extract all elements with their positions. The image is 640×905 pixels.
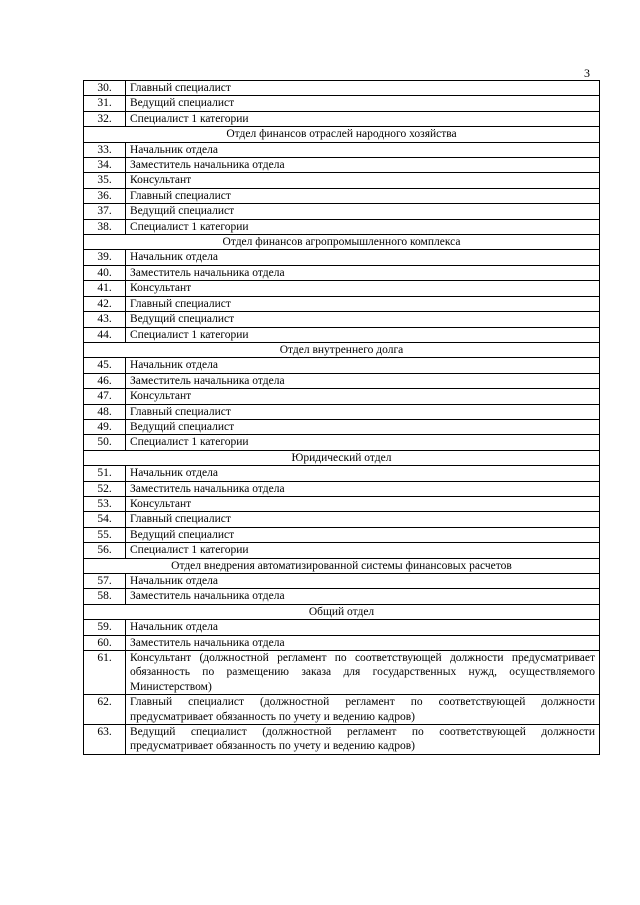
row-number: 50.: [84, 435, 126, 450]
position-title: Заместитель начальника отдела: [126, 265, 600, 280]
row-number: 58.: [84, 589, 126, 604]
table-row: [84, 589, 600, 604]
row-number: 54.: [84, 512, 126, 527]
row-number: 52.: [84, 481, 126, 496]
table-row: [84, 142, 600, 157]
row-number: 44.: [84, 327, 126, 342]
table-row: [84, 219, 600, 234]
row-number: 61.: [84, 651, 126, 695]
position-title: Заместитель начальника отдела: [126, 158, 600, 173]
position-title: Начальник отдела: [126, 466, 600, 481]
position-title: Главный специалист: [126, 81, 600, 96]
position-title: Консультант: [126, 281, 600, 296]
section-title: Общий отдел: [84, 604, 600, 619]
position-title: Ведущий специалист: [126, 312, 600, 327]
position-title: Специалист 1 категории: [126, 219, 600, 234]
table-row: [84, 635, 600, 650]
table-row: [84, 358, 600, 373]
table-row: [84, 574, 600, 589]
staff-positions-table: [83, 80, 600, 755]
position-title: Заместитель начальника отдела: [126, 589, 600, 604]
table-row: [84, 281, 600, 296]
row-number: 62.: [84, 695, 126, 725]
position-title: Специалист 1 категории: [126, 435, 600, 450]
position-title: Ведущий специалист: [126, 96, 600, 111]
position-title: Начальник отдела: [126, 574, 600, 589]
row-number: 37.: [84, 204, 126, 219]
row-number: 31.: [84, 96, 126, 111]
row-number: 35.: [84, 173, 126, 188]
table-row: [84, 725, 600, 755]
position-title: Начальник отдела: [126, 620, 600, 635]
table-row: [84, 158, 600, 173]
position-title: Консультант (должностной регламент по соответствующей должности предусматривает обязанность по размещению заказа для государственных нужд, осуществляемого Министерством): [126, 651, 600, 695]
position-title: Заместитель начальника отдела: [126, 635, 600, 650]
table-row: [84, 204, 600, 219]
row-number: 46.: [84, 373, 126, 388]
position-title: Главный специалист: [126, 512, 600, 527]
table-row: [84, 419, 600, 434]
table-row: [84, 389, 600, 404]
row-number: 57.: [84, 574, 126, 589]
position-title: Главный специалист: [126, 296, 600, 311]
table-row: [84, 173, 600, 188]
position-title: Заместитель начальника отдела: [126, 373, 600, 388]
position-title: Консультант: [126, 389, 600, 404]
row-number: 34.: [84, 158, 126, 173]
table-row: [84, 111, 600, 126]
row-number: 55.: [84, 527, 126, 542]
table-row: [84, 404, 600, 419]
position-title: Начальник отдела: [126, 142, 600, 157]
table-row: [84, 327, 600, 342]
row-number: 47.: [84, 389, 126, 404]
table-row: [84, 620, 600, 635]
row-number: 51.: [84, 466, 126, 481]
section-header-row: [84, 235, 600, 250]
row-number: 56.: [84, 543, 126, 558]
table-row: [84, 296, 600, 311]
table-row: [84, 312, 600, 327]
position-title: Главный специалист: [126, 188, 600, 203]
section-header-row: [84, 450, 600, 465]
table-row: [84, 188, 600, 203]
row-number: 42.: [84, 296, 126, 311]
row-number: 45.: [84, 358, 126, 373]
table-row: [84, 543, 600, 558]
position-title: Специалист 1 категории: [126, 111, 600, 126]
row-number: 36.: [84, 188, 126, 203]
table-row: [84, 527, 600, 542]
row-number: 59.: [84, 620, 126, 635]
table-row: [84, 651, 600, 695]
position-title: Специалист 1 категории: [126, 327, 600, 342]
row-number: 30.: [84, 81, 126, 96]
table-row: [84, 512, 600, 527]
position-title: Начальник отдела: [126, 358, 600, 373]
section-header-row: [84, 558, 600, 573]
table-row: [84, 250, 600, 265]
table-row: [84, 81, 600, 96]
row-number: 60.: [84, 635, 126, 650]
table-row: [84, 466, 600, 481]
section-title: Отдел внутреннего долга: [84, 342, 600, 357]
row-number: 33.: [84, 142, 126, 157]
position-title: Главный специалист (должностной регламент по соответствующей должности предусматривает обязанность по учету и ведению кадров): [126, 695, 600, 725]
position-title: Ведущий специалист: [126, 204, 600, 219]
position-title: Заместитель начальника отдела: [126, 481, 600, 496]
row-number: 41.: [84, 281, 126, 296]
row-number: 38.: [84, 219, 126, 234]
row-number: 63.: [84, 725, 126, 755]
section-title: Отдел внедрения автоматизированной системы финансовых расчетов: [84, 558, 600, 573]
position-title: Специалист 1 категории: [126, 543, 600, 558]
table-row: [84, 435, 600, 450]
position-title: Ведущий специалист: [126, 527, 600, 542]
row-number: 48.: [84, 404, 126, 419]
row-number: 40.: [84, 265, 126, 280]
position-title: Начальник отдела: [126, 250, 600, 265]
position-title: Ведущий специалист (должностной регламент по соответствующей должности предусматривает обязанность по учету и ведению кадров): [126, 725, 600, 755]
table-row: [84, 96, 600, 111]
section-header-row: [84, 127, 600, 142]
row-number: 39.: [84, 250, 126, 265]
section-title: Отдел финансов отраслей народного хозяйства: [84, 127, 600, 142]
row-number: 43.: [84, 312, 126, 327]
position-title: Консультант: [126, 496, 600, 511]
position-title: Главный специалист: [126, 404, 600, 419]
row-number: 32.: [84, 111, 126, 126]
table-row: [84, 265, 600, 280]
position-title: Консультант: [126, 173, 600, 188]
page-number: 3: [584, 66, 590, 80]
position-title: Ведущий специалист: [126, 419, 600, 434]
table-row: [84, 496, 600, 511]
table-row: [84, 695, 600, 725]
section-title: Отдел финансов агропромышленного комплекса: [84, 235, 600, 250]
section-header-row: [84, 342, 600, 357]
table-row: [84, 481, 600, 496]
section-header-row: [84, 604, 600, 619]
row-number: 49.: [84, 419, 126, 434]
table-row: [84, 373, 600, 388]
section-title: Юридический отдел: [84, 450, 600, 465]
table-body: [84, 81, 600, 755]
row-number: 53.: [84, 496, 126, 511]
